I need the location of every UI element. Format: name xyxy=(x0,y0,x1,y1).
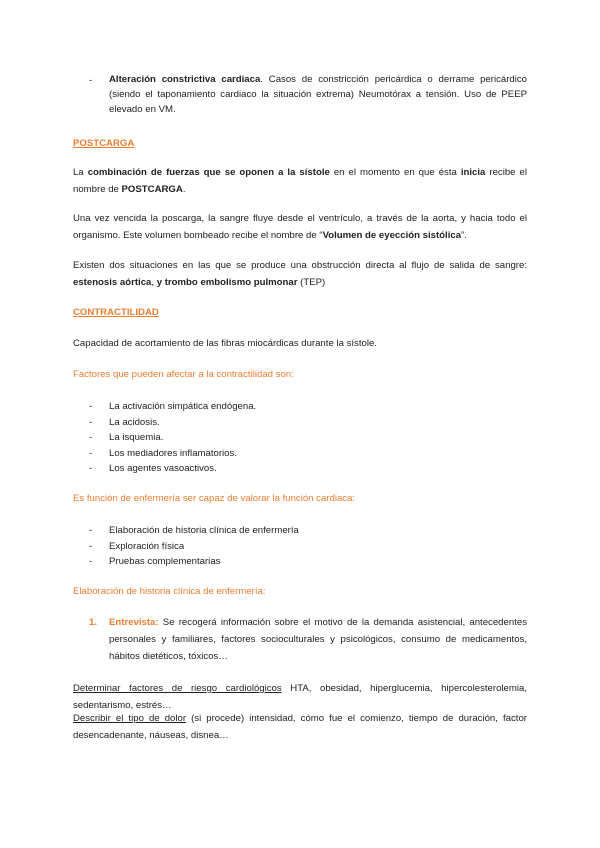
text-run: . xyxy=(182,184,186,195)
riesgo-label: Determinar factores de riesgo cardiológicos xyxy=(73,683,282,694)
heading-postcarga: POSTCARGA xyxy=(73,138,135,149)
entrevista-label: Entrevista: xyxy=(109,617,159,628)
list-dash: - xyxy=(89,541,93,552)
riesgo-text: HTA, obesidad, hiperglucemia, hipercolesterolemia, sedentarismo, estrés… xyxy=(73,683,527,711)
list-dash: - xyxy=(89,525,93,536)
list-dash: - xyxy=(89,75,93,86)
bold-run: inicia xyxy=(460,167,486,178)
text-run: La xyxy=(73,167,88,178)
list-item-alteracion xyxy=(109,72,527,117)
bold-run: y trombo embolismo pulmonar xyxy=(156,277,298,288)
list-dash: - xyxy=(89,448,93,459)
numbered-marker: 1. xyxy=(89,617,98,628)
factores-title: Factores que pueden afectar a la contractilidad son: xyxy=(73,369,294,380)
paragraph-volumen-eyeccion xyxy=(73,210,527,244)
funcion-title: Es función de enfermería ser capaz de valorar la función cardiaca: xyxy=(73,493,356,504)
paragraph-contractilidad-definition: Capacidad de acortamiento de las fibras miocárdicas durante la sístole. xyxy=(73,338,377,349)
paragraph-obstruccion xyxy=(73,257,527,291)
factor-item: La acidosis. xyxy=(109,417,160,428)
text-run: recibe el nombre de xyxy=(73,167,527,195)
text-run: Existen dos situaciones en las que se produce una obstrucción directa al flujo de salida de sangre: xyxy=(73,260,527,271)
list-dash: - xyxy=(89,556,93,567)
dolor-text: (si procede) intensidad, cómo fue el comienzo, tiempo de duración, factor desencadenante, náuseas, disnea… xyxy=(73,713,527,741)
funcion-item: Pruebas complementarias xyxy=(109,556,221,567)
list-dash: - xyxy=(89,417,93,428)
list-dash: - xyxy=(89,463,93,474)
paragraph-tipo-dolor xyxy=(73,710,527,744)
text-run: en el momento en que ésta xyxy=(329,167,461,178)
factor-item: La isquemia. xyxy=(109,432,164,443)
list-item-text: . Casos de constricción pericárdica o derrame pericárdico (siendo el taponamiento cardiaco la situación extrema) Neumotórax a tensión. Uso de PEEP elevado en VM. xyxy=(109,74,527,115)
factor-item: La activación simpática endógena. xyxy=(109,401,257,412)
list-dash: - xyxy=(89,432,93,443)
text-run: , xyxy=(151,277,157,288)
paragraph-postcarga-definition xyxy=(73,164,527,198)
bold-run: estenosis aórtica xyxy=(73,277,152,288)
historia-title: Elaboración de historia clínica de enfermería: xyxy=(73,586,266,597)
entrevista-text: Se recogerá información sobre el motivo de la demanda asistencial, antecedentes personales y familiares, factores socioculturales y psicológicos, consumo de medicamentos, hábitos dietéticos, tóxicos… xyxy=(109,617,527,662)
heading-contractilidad: CONTRACTILIDAD xyxy=(73,307,159,318)
dolor-label: Describir el tipo de dolor xyxy=(73,713,187,724)
list-dash: - xyxy=(89,401,93,412)
bold-run: POSTCARGA xyxy=(121,184,183,195)
funcion-item: Exploración física xyxy=(109,541,185,552)
list-item-bold: Alteración constrictiva cardiaca xyxy=(109,74,261,85)
text-run: Una vez vencida la poscarga, la sangre fluye desde el ventrículo, a través de la aorta, y hacia todo el organismo. Este volumen bombeado recibe el nombre de “ xyxy=(73,213,527,241)
paragraph-factores-riesgo xyxy=(73,680,527,714)
bold-run: combinación de fuerzas que se oponen a la sístole xyxy=(87,167,330,178)
bold-run: Volumen de eyección sistólica xyxy=(322,230,462,241)
funcion-item: Elaboración de historia clínica de enfermería xyxy=(109,525,299,536)
entrevista-item xyxy=(109,614,527,665)
text-run: (TEP) xyxy=(297,277,326,288)
factor-item: Los mediadores inflamatorios. xyxy=(109,448,237,459)
text-run: ”. xyxy=(461,230,467,241)
factor-item: Los agentes vasoactivos. xyxy=(109,463,217,474)
